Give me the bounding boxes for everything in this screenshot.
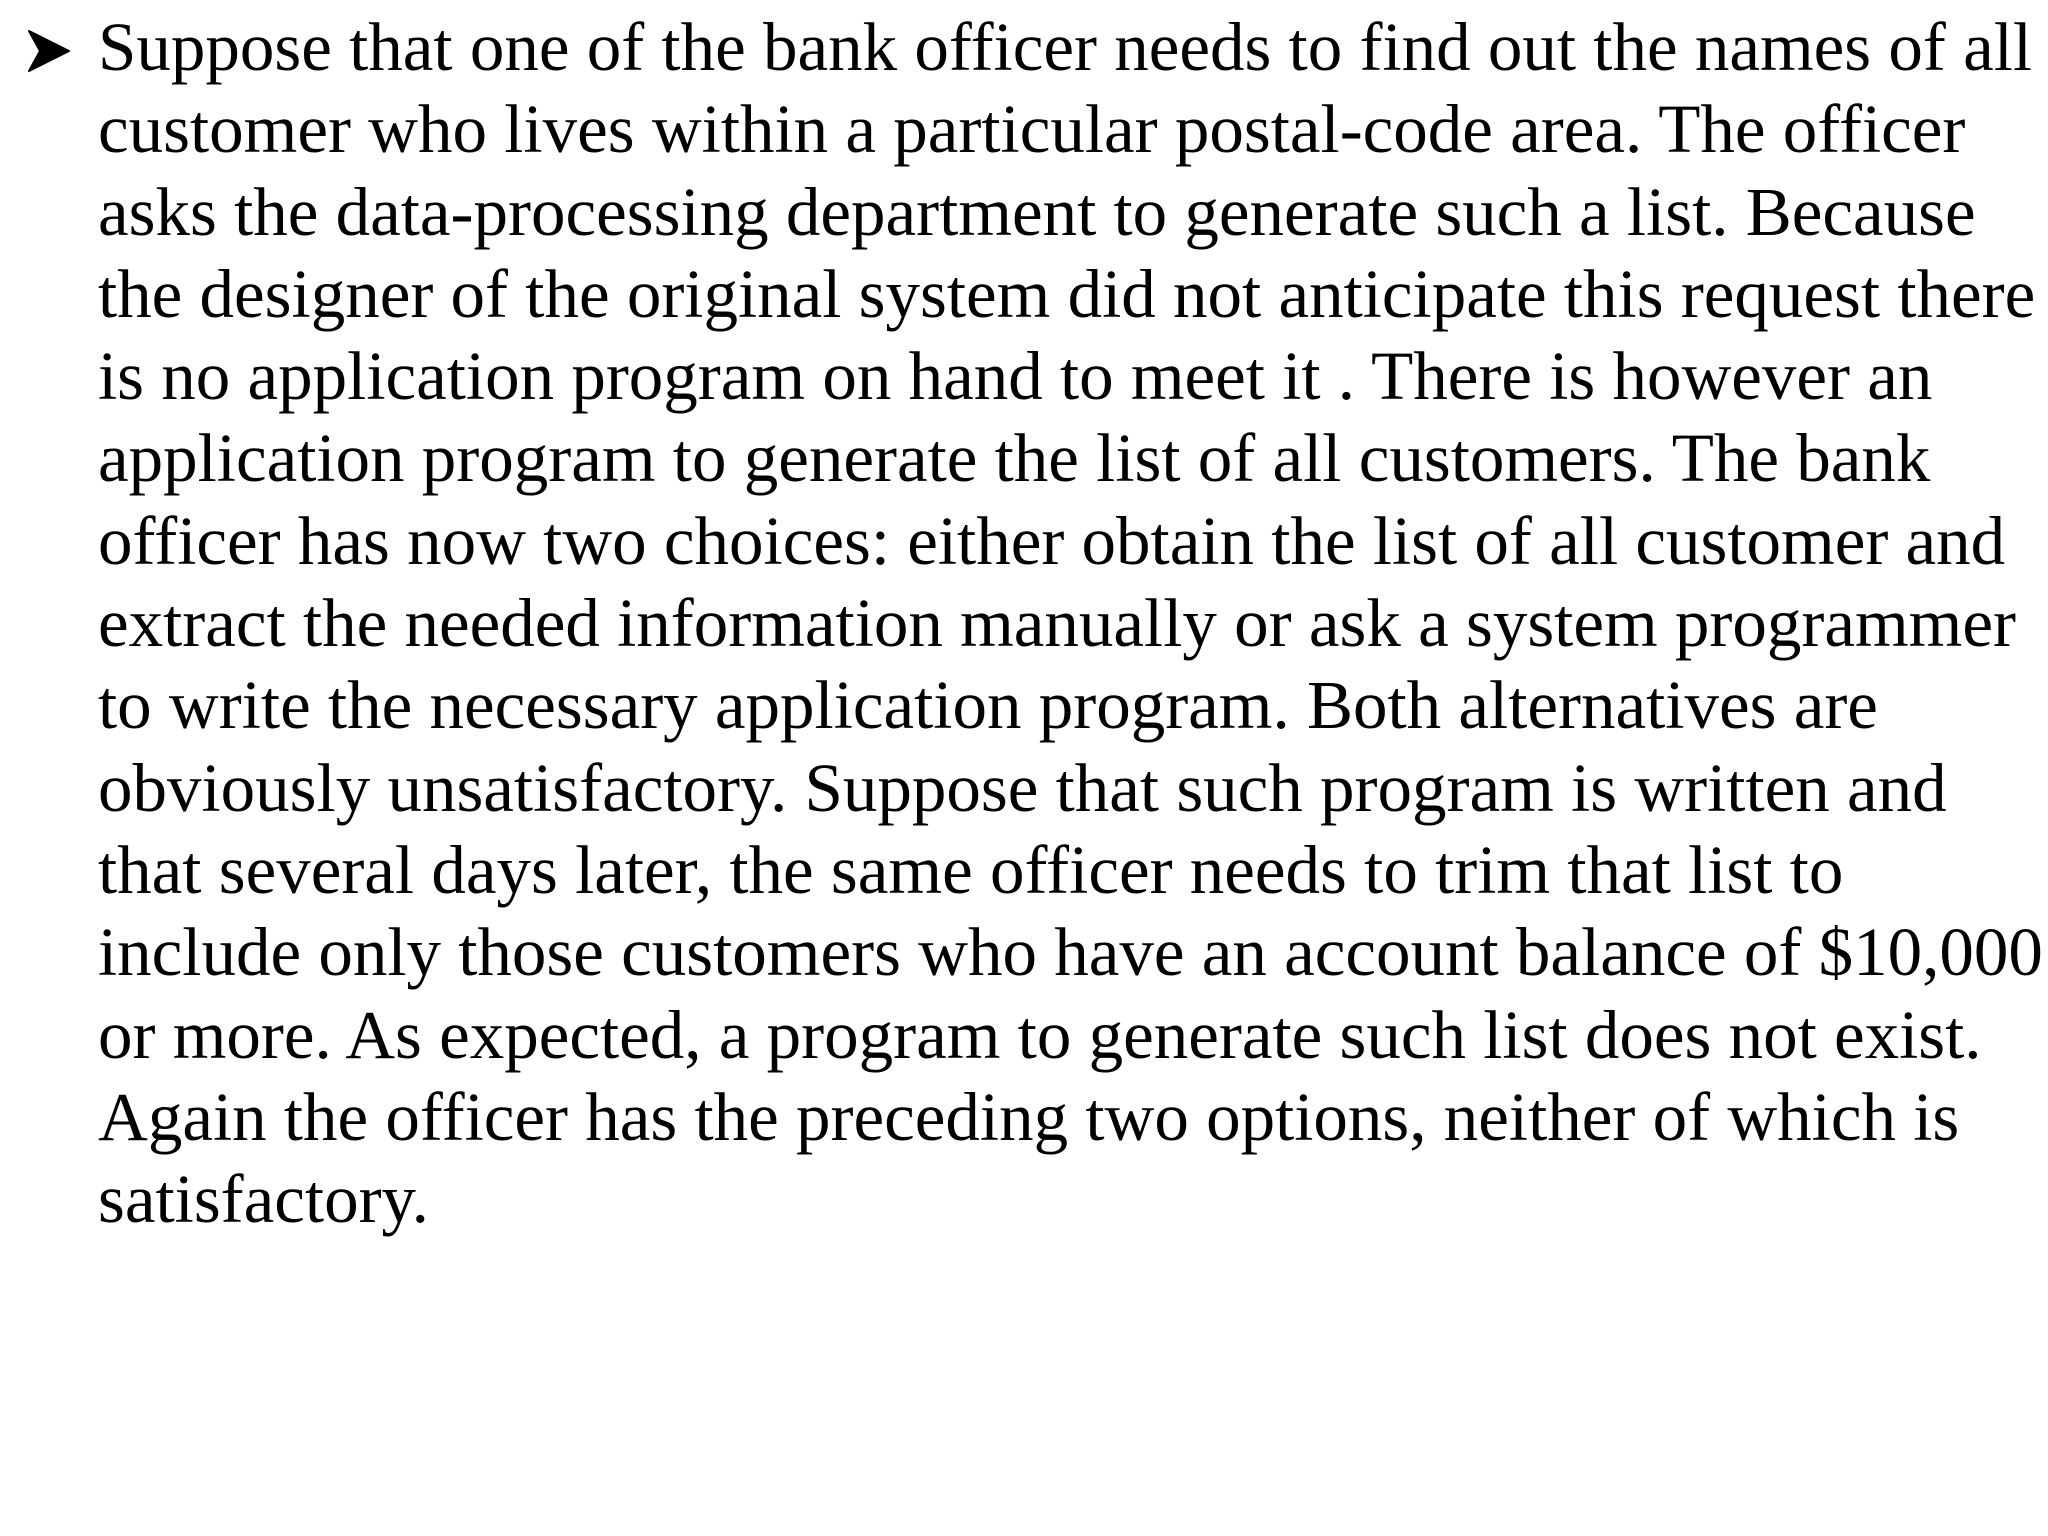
arrowhead-bullet-icon	[26, 28, 72, 74]
text-line: Again the officer has the preceding two options, neither of which is	[98, 1078, 1960, 1155]
text-line: extract the needed information manually or ask a system programmer	[98, 585, 2016, 662]
text-line: that several days later, the same officer needs to trim that list to	[98, 831, 1844, 908]
text-line: satisfactory.	[98, 1161, 429, 1238]
text-line: application program to generate the list of all customers. The bank	[98, 420, 1931, 497]
bullet-text	[98, 6, 2043, 1240]
text-line: is no application program on hand to meet it . There is however an	[98, 338, 1933, 415]
text-line: to write the necessary application program. Both alternatives are	[98, 667, 1878, 744]
text-line: asks the data-processing department to generate such a list. Because	[98, 173, 1976, 250]
text-line: the designer of the original system did not anticipate this request there	[98, 255, 2036, 332]
text-line: or more. As expected, a program to generate such list does not exist.	[98, 996, 1982, 1073]
text-line: include only those customers who have an account balance of $10,000	[98, 914, 2043, 991]
text-line: officer has now two choices: either obtain the list of all customer and	[98, 502, 2006, 579]
text-line: obviously unsatisfactory. Suppose that such program is written and	[98, 749, 1947, 826]
text-line: customer who lives within a particular postal-code area. The officer	[98, 91, 1966, 168]
text-line: Suppose that one of the bank officer needs to find out the names of all	[98, 9, 2033, 85]
